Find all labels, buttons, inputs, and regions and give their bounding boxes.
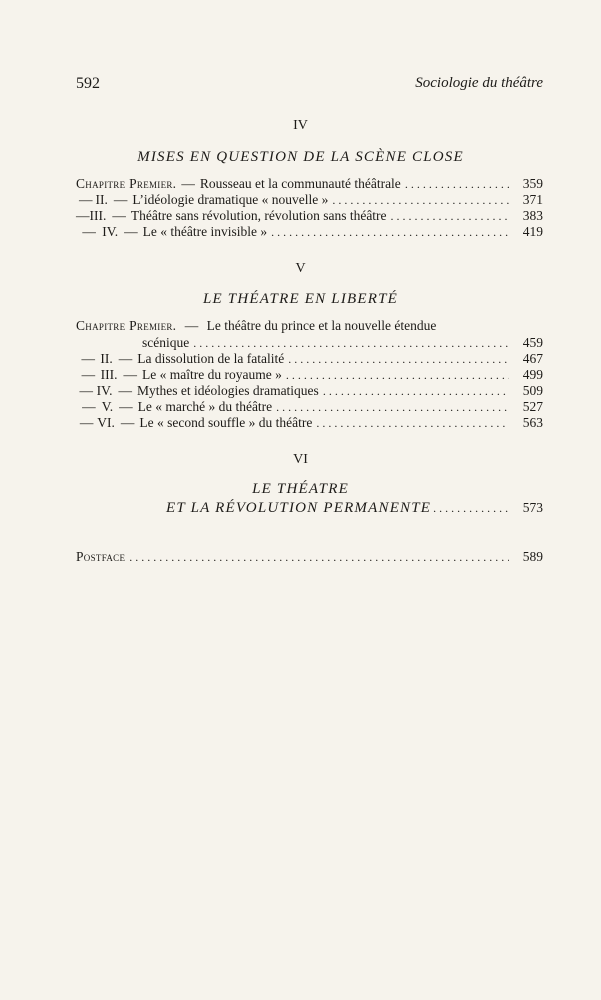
toc-entry[interactable] xyxy=(76,318,543,335)
chapter-number: IV. xyxy=(102,224,119,239)
leader-dots xyxy=(129,550,509,565)
ditto-dash: — xyxy=(76,208,90,223)
part-vi-title-line2: ET LA RÉVOLUTION PERMANENTE xyxy=(166,500,432,516)
page-ref: 573 xyxy=(522,500,543,515)
separator-dash: — xyxy=(113,192,128,207)
page-ref: 467 xyxy=(522,351,543,366)
toc-entry-continuation[interactable] xyxy=(142,335,543,352)
leader-dots xyxy=(286,368,509,383)
part-vi-title-line1: LE THÉATRE xyxy=(252,481,349,497)
toc-entry[interactable] xyxy=(76,367,543,384)
separator-dash: — xyxy=(184,318,199,333)
leader-dots xyxy=(288,352,509,367)
page-ref: 509 xyxy=(522,383,543,398)
ditto-dash: — xyxy=(82,224,96,239)
toc-entry-postface[interactable] xyxy=(76,549,543,566)
separator-dash: — xyxy=(118,351,133,366)
toc-entry[interactable] xyxy=(166,500,543,518)
ditto-dash: — xyxy=(81,367,96,382)
running-head: Sociologie du théâtre xyxy=(415,75,543,91)
ditto-dash: — xyxy=(79,383,94,398)
chapter-title: Rousseau et la communauté théâtrale xyxy=(199,176,401,191)
leader-dots xyxy=(193,336,509,351)
part-vi-numeral: VI xyxy=(293,452,308,467)
postface-label: Postface xyxy=(76,549,126,564)
part-v-numeral: V xyxy=(295,261,306,276)
separator-dash: — xyxy=(124,224,138,239)
page-ref: 459 xyxy=(522,335,543,350)
ditto-dash: — xyxy=(81,351,95,366)
chapter-number: II. xyxy=(100,351,113,366)
separator-dash: — xyxy=(120,415,135,430)
chapter-title: Mythes et idéologies dramatiques xyxy=(136,383,319,398)
toc-entry[interactable] xyxy=(76,415,543,432)
separator-dash: — xyxy=(119,399,133,414)
chapter-title: La dissolution de la fatalité xyxy=(137,351,285,366)
chapter-title: L’idéologie dramatique « nouvelle » xyxy=(132,192,329,207)
chapter-title: Le « second souffle » du théâtre xyxy=(139,415,313,430)
leader-dots xyxy=(323,384,509,399)
page-ref: 563 xyxy=(522,415,543,430)
leader-dots xyxy=(332,193,509,208)
page-ref: 383 xyxy=(522,208,543,223)
toc-entry[interactable] xyxy=(76,399,543,416)
toc-entry[interactable] xyxy=(76,176,543,193)
chapter-lead: Chapitre Premier. xyxy=(76,318,177,333)
separator-dash: — xyxy=(112,208,126,223)
part-iv-title: MISES EN QUESTION DE LA SCÈNE CLOSE xyxy=(137,149,464,165)
toc-entry[interactable] xyxy=(76,192,543,209)
chapter-number: II. xyxy=(95,192,108,207)
chapter-title: Le « marché » du théâtre xyxy=(137,399,273,414)
separator-dash: — xyxy=(123,367,138,382)
chapter-title: Théâtre sans révolution, révolution sans théâtre xyxy=(130,208,387,223)
page-ref: 359 xyxy=(522,176,543,191)
toc-entry[interactable] xyxy=(76,351,543,368)
leader-dots xyxy=(391,209,509,224)
leader-dots xyxy=(433,501,509,516)
page-ref: 419 xyxy=(522,224,543,239)
chapter-number: VI. xyxy=(97,415,115,430)
ditto-dash: — xyxy=(79,192,93,207)
leader-dots xyxy=(316,416,509,431)
page-ref: 527 xyxy=(522,399,543,414)
toc-entry[interactable] xyxy=(76,208,543,225)
page-ref: 499 xyxy=(522,367,543,382)
page-ref: 589 xyxy=(522,549,543,564)
leader-dots xyxy=(271,225,509,240)
chapter-number: III. xyxy=(89,208,107,223)
leader-dots xyxy=(276,400,509,415)
chapter-lead: Chapitre Premier. xyxy=(76,176,177,191)
chapter-number: V. xyxy=(101,399,114,414)
leader-dots xyxy=(405,177,509,192)
part-iv-numeral: IV xyxy=(293,118,308,133)
page-ref: 371 xyxy=(522,192,543,207)
ditto-dash: — xyxy=(79,415,94,430)
chapter-title: Le théâtre du prince et la nouvelle étendue xyxy=(206,318,437,333)
part-v-title: LE THÉATRE EN LIBERTÉ xyxy=(202,291,399,307)
chapter-number: IV. xyxy=(96,383,113,398)
toc-entry[interactable] xyxy=(76,224,543,241)
separator-dash: — xyxy=(118,383,132,398)
separator-dash: — xyxy=(181,176,195,191)
chapter-number: III. xyxy=(100,367,118,382)
chapter-title: Le « maître du royaume » xyxy=(142,367,282,382)
chapter-title: Le « théâtre invisible » xyxy=(142,224,268,239)
toc-entry[interactable] xyxy=(76,383,543,400)
ditto-dash: — xyxy=(82,399,96,414)
chapter-title-continuation: scénique xyxy=(142,335,190,350)
page-number: 592 xyxy=(76,75,100,92)
